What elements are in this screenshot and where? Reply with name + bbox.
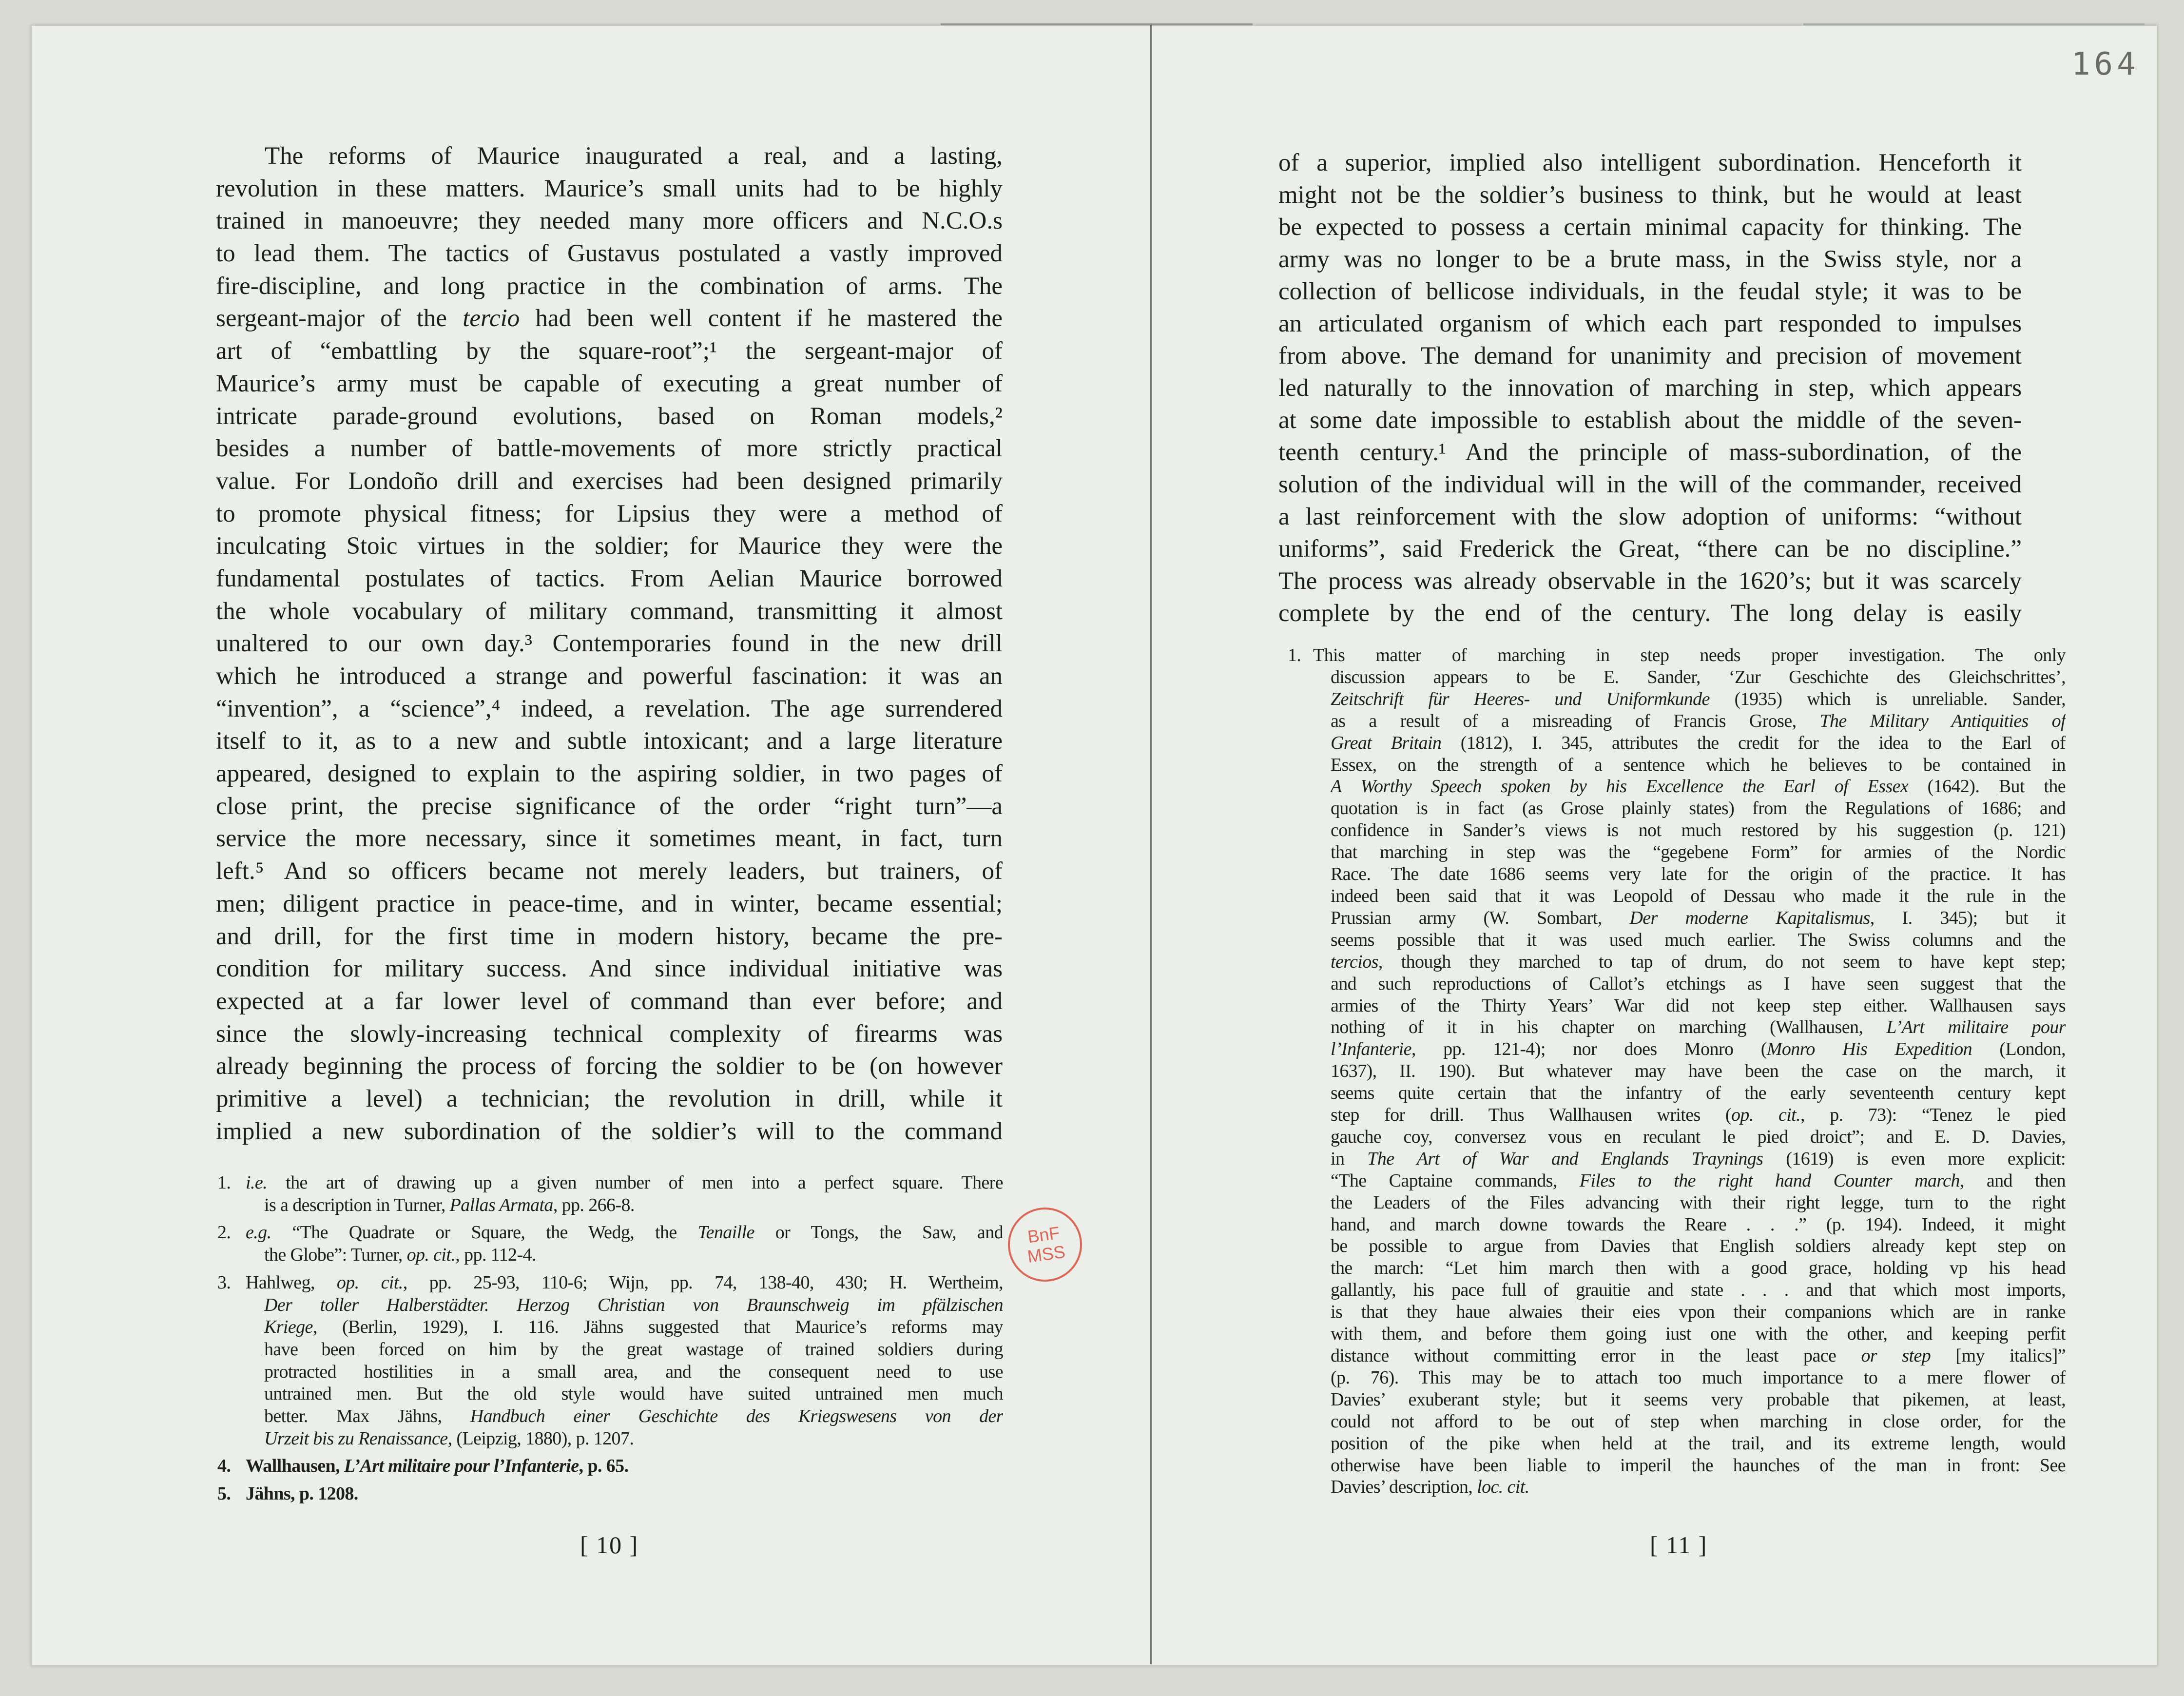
- footnote-line: [1331, 1038, 2066, 1060]
- text-line: [216, 1050, 1003, 1083]
- text: fire-discipline, and long practice in the combination of arms. The: [216, 272, 1003, 300]
- text-line: [216, 627, 1003, 660]
- text: had been well content if he mastered the: [520, 305, 1003, 332]
- text-line: [216, 432, 1003, 465]
- text-line: [216, 237, 1003, 270]
- sheet-top-edge-mark: [941, 23, 1253, 25]
- text: the Leaders of the Files advancing with their right legge, turn to the right: [1331, 1192, 2066, 1213]
- text-line: [216, 465, 1003, 498]
- text: (London,: [1972, 1039, 2066, 1060]
- text: close print, the precise significance of the order “right turn”—a: [216, 792, 1003, 820]
- footnote-line: [1331, 1257, 2066, 1279]
- text: implied a new subordination of the soldier’s will to the command: [216, 1117, 1003, 1145]
- footnote-line: [1331, 1060, 2066, 1082]
- text-line: [1278, 501, 2022, 533]
- text: already beginning the process of forcing the soldier to be (on however: [216, 1053, 1003, 1080]
- text: condition for military success. And since individual initiative was: [216, 955, 1003, 983]
- stamp-text: MSS: [1026, 1241, 1067, 1267]
- text: Wallhausen,: [246, 1456, 344, 1477]
- text-line: [216, 205, 1003, 237]
- text: itself to it, as to a new and subtle intoxicant; and a large literature: [216, 727, 1003, 755]
- text-line: [1278, 468, 2022, 501]
- text-line: [1278, 147, 2022, 179]
- italic-text: Der toller Halberstädter. Herzog Christian von Braunschweig im pfälzischen: [264, 1294, 1003, 1315]
- italic-text: Great Britain: [1331, 732, 1442, 753]
- text: have been forced on him by the great wastage of trained soldiers during: [264, 1339, 1003, 1360]
- text: The reforms of Maurice inaugurated a real, and a lasting,: [265, 142, 1003, 170]
- text: (1642). But the: [1908, 776, 2066, 797]
- footnote-line: [1331, 863, 2066, 885]
- text: and such reproductions of Callot’s etchings as I have seen suggest that the: [1331, 973, 2066, 994]
- text-line: [216, 660, 1003, 693]
- text-line: [216, 725, 1003, 758]
- footnote-line: [1331, 1104, 2066, 1126]
- text-line: [216, 498, 1003, 530]
- left-page-body-text: [216, 140, 1003, 1148]
- italic-text: Tenaille: [697, 1222, 754, 1243]
- footnote-line: [264, 1316, 1003, 1339]
- italic-text: loc. cit.: [1477, 1477, 1529, 1498]
- text: be possible to argue from Davies that English soldiers already kept step on: [1331, 1236, 2066, 1257]
- text-line: [216, 173, 1003, 205]
- text: Hahlweg,: [246, 1272, 337, 1293]
- italic-text: op. cit.: [336, 1272, 403, 1293]
- sheet-top-edge-mark: [1803, 23, 2145, 25]
- italic-text: l’Infanterie: [1331, 1039, 1411, 1060]
- text-line: [1278, 436, 2022, 468]
- footnote-line: [264, 1405, 1003, 1428]
- footnote-number: 1.: [217, 1172, 231, 1193]
- text: with them, and before them going iust one with the other, and keeping perfit: [1331, 1324, 2066, 1345]
- text: “invention”, a “science”,⁴ indeed, a revelation. The age surrendered: [216, 695, 1003, 722]
- text-line: [1278, 597, 2022, 629]
- text: distance without committing error in the least pace: [1331, 1345, 1861, 1366]
- text: or Tongs, the Saw, and: [754, 1222, 1003, 1243]
- text: Maurice’s army must be capable of executing a great number of: [216, 370, 1003, 397]
- text: collection of bellicose individuals, in the feudal style; it was to be: [1278, 278, 2022, 305]
- text: revolution in these matters. Maurice’s small units had to be highly: [216, 175, 1003, 202]
- text-line: [1278, 308, 2022, 340]
- text: from above. The demand for unanimity and precision of movement: [1278, 342, 2022, 370]
- text: at some date impossible to establish about the middle of the seven-: [1278, 407, 2022, 434]
- text: , (Berlin, 1929), I. 116. Jähns suggested that Maurice’s reforms may: [312, 1317, 1003, 1338]
- italic-text: Urzeit bis zu Renaissance: [264, 1428, 448, 1449]
- text: inculcating Stoic virtues in the soldier; for Maurice they were the: [216, 532, 1003, 560]
- footnote-number: 5.: [217, 1483, 231, 1504]
- footnote: [217, 1483, 1003, 1505]
- text: nothing of it in his chapter on marching (Wallhausen,: [1331, 1017, 1887, 1038]
- text: of a superior, implied also intelligent subordination. Henceforth it: [1278, 149, 2022, 176]
- footnote-line: [1331, 1345, 2066, 1367]
- text: This matter of marching in step needs proper investigation. The only: [1313, 645, 2066, 665]
- text-line: [1278, 243, 2022, 275]
- text: army was no longer to be a brute mass, in the Swiss style, nor a: [1278, 246, 2022, 273]
- footnote-line: [1331, 1411, 2066, 1433]
- text: The process was already observable in the 1620’s; but it was scarcely: [1278, 567, 2022, 595]
- footnote-line: [246, 1483, 1003, 1505]
- footnote-line: [1331, 885, 2066, 907]
- text-line: [216, 1115, 1003, 1148]
- text-line: [1278, 275, 2022, 308]
- footnote-line: [1313, 644, 2066, 666]
- footnote-line: [1331, 1476, 2066, 1498]
- text: Prussian army (W. Sombart,: [1331, 907, 1630, 928]
- text: a last reinforcement with the slow adoption of uniforms: “without: [1278, 503, 2022, 530]
- text: which he introduced a strange and powerful fascination: it was an: [216, 663, 1003, 690]
- italic-text: op. cit.: [1731, 1105, 1801, 1126]
- text-line: [216, 1018, 1003, 1051]
- left-page-number: [ 10 ]: [580, 1531, 639, 1559]
- text: confidence in Sander’s views is not much restored by his suggestion (p. 121): [1331, 820, 2066, 841]
- text: art of “embattling by the square-root”;¹ the sergeant-major of: [216, 337, 1003, 365]
- text: service the more necessary, since it sometimes meant, in fact, turn: [216, 825, 1003, 853]
- text: gallantly, his pace full of grauitie and state . . . and that which most imports,: [1331, 1280, 2066, 1301]
- text: Davies’ exuberant style; but it seems very probable that pikemen, at least,: [1331, 1389, 2066, 1410]
- stamp-text: BnF: [1026, 1222, 1061, 1247]
- right-page-body-text: [1278, 147, 2022, 629]
- text: teenth century.¹ And the principle of mass-subordination, of the: [1278, 439, 2022, 466]
- text-line: [1278, 372, 2022, 404]
- text: step for drill. Thus Wallhausen writes (: [1331, 1105, 1731, 1126]
- footnote-number: 3.: [217, 1272, 231, 1293]
- footnote-line: [264, 1361, 1003, 1384]
- footnote-line: [1331, 1323, 2066, 1345]
- text: be expected to possess a certain minimal capacity for thinking. The: [1278, 214, 2022, 241]
- footnote-line: [264, 1194, 1003, 1217]
- footnote-line: [1331, 907, 2066, 929]
- footnote: [217, 1272, 1003, 1450]
- footnote-line: [1331, 995, 2066, 1017]
- text: an articulated organism of which each part responded to impulses: [1278, 310, 2022, 337]
- text: left.⁵ And so officers became not merely leaders, but trainers, of: [216, 858, 1003, 885]
- text: appeared, designed to explain to the aspiring soldier, in two pages of: [216, 760, 1003, 788]
- footnote-line: [1331, 710, 2066, 732]
- footnote-line: [246, 1222, 1003, 1244]
- text: intricate parade-ground evolutions, based on Roman models,²: [216, 402, 1003, 430]
- text: armies of the Thirty Years’ War did not keep step either. Wallhausen says: [1331, 995, 2066, 1016]
- footnote-line: [1331, 688, 2066, 710]
- text: quotation is in fact (as Grose plainly states) from the Regulations of 1686; and: [1331, 798, 2066, 819]
- text-line: [1278, 179, 2022, 211]
- text: complete by the end of the century. The long delay is easily: [1278, 600, 2022, 627]
- footnote-number: 1.: [1288, 645, 1301, 665]
- footnote-line: [1331, 1192, 2066, 1214]
- footnote-line: [1331, 1367, 2066, 1389]
- page-fold-line: [1150, 25, 1152, 1664]
- text: , pp. 121-4); nor does Monro (: [1411, 1039, 1767, 1060]
- italic-text: tercio: [463, 305, 520, 332]
- footnote-line: [1331, 1082, 2066, 1104]
- footnote-line: [1331, 1301, 2066, 1323]
- text: primitive a level) a technician; the revolution in drill, while it: [216, 1085, 1003, 1112]
- footnote-line: [1331, 754, 2066, 776]
- text: led naturally to the innovation of marching in step, which appears: [1278, 374, 2022, 402]
- footnote-line: [1331, 973, 2066, 995]
- text: hand, and march downe towards the Reare . . .” (p. 194). Indeed, it might: [1331, 1214, 2066, 1235]
- text-line: [216, 855, 1003, 888]
- footnote-number: 4.: [217, 1456, 231, 1477]
- text: [my italics]”: [1931, 1345, 2066, 1366]
- folio-number: 164: [2071, 46, 2140, 82]
- text: seems possible that it was used much earlier. The Swiss columns and the: [1331, 929, 2066, 950]
- text: protracted hostilities in a small area, and the consequent need to use: [264, 1361, 1003, 1382]
- text: is a description in Turner,: [264, 1194, 450, 1215]
- text: the whole vocabulary of military command, transmitting it almost: [216, 597, 1003, 625]
- text: might not be the soldier’s business to think, but he would at least: [1278, 181, 2022, 209]
- text: , though they marched to tap of drum, do not seem to have kept step;: [1378, 951, 2066, 972]
- text-line: [216, 758, 1003, 790]
- text: in: [1331, 1148, 1368, 1169]
- text-line: [1278, 404, 2022, 436]
- footnote-line: [1331, 732, 2066, 754]
- text-line: [216, 270, 1003, 303]
- text-line: [216, 335, 1003, 368]
- footnote-line: [1331, 1148, 2066, 1170]
- text: that marching in step was the “gegebene Form” for armies of the Nordic: [1331, 842, 2066, 863]
- text-line: [216, 693, 1003, 725]
- text: sergeant-major of the: [216, 305, 463, 332]
- text-line: [216, 822, 1003, 855]
- text: and drill, for the first time in modern history, became the pre-: [216, 922, 1003, 950]
- footnote-line: [1331, 951, 2066, 973]
- text: unaltered to our own day.³ Contemporaries found in the new drill: [216, 630, 1003, 658]
- text-line: [216, 530, 1003, 563]
- text-line: [216, 400, 1003, 433]
- text: , and then: [1959, 1170, 2066, 1191]
- text-line: [216, 140, 1003, 173]
- footnote-line: [264, 1339, 1003, 1361]
- text: since the slowly-increasing technical complexity of firearms was: [216, 1020, 1003, 1048]
- footnote-line: [1331, 1279, 2066, 1301]
- text: seems quite certain that the infantry of the early seventeenth century kept: [1331, 1083, 2066, 1104]
- text-line: [216, 368, 1003, 400]
- text: , pp. 25-93, 110-6; Wijn, pp. 74, 138-40, 430; H. Wertheim,: [403, 1272, 1003, 1293]
- text: the art of drawing up a given number of men into a perfect square. There: [267, 1172, 1003, 1193]
- right-page-footnotes: [1288, 644, 2066, 1503]
- text: , p. 65.: [579, 1456, 629, 1477]
- text-line: [1278, 211, 2022, 243]
- italic-text: Zeitschrift für Heeres- und Uniformkunde: [1331, 688, 1710, 709]
- text: position of the pike when held at the trail, and its extreme length, would: [1331, 1433, 2066, 1454]
- footnote: [217, 1455, 1003, 1478]
- text: gauche coy, conversez vous en reculant le pied droict”; and E. D. Davies,: [1331, 1126, 2066, 1147]
- text: discussion appears to be E. Sander, ‘Zur Geschichte des Gleichschrittes’,: [1331, 666, 2066, 687]
- text: indeed been said that it was Leopold of Dessau who made it the rule in the: [1331, 885, 2066, 906]
- italic-text: The Art of War and Englands Traynings: [1367, 1148, 1763, 1169]
- text: uniforms”, said Frederick the Great, “there can be no discipline.”: [1278, 535, 2022, 563]
- text: (1935) which is unreliable. Sander,: [1709, 688, 2066, 709]
- text-line: [216, 563, 1003, 595]
- text: “The Quadrate or Square, the Wedg, the: [271, 1222, 698, 1243]
- italic-text: A Worthy Speech spoken by his Excellence the Earl of Essex: [1331, 776, 1909, 797]
- text: better. Max Jähns,: [264, 1406, 470, 1427]
- italic-text: Kriege: [264, 1317, 313, 1338]
- text: Jähns, p. 1208.: [246, 1483, 358, 1504]
- footnote-line: [1331, 1455, 2066, 1477]
- italic-text: Der moderne Kapitalismus: [1629, 907, 1870, 928]
- text-line: [216, 1083, 1003, 1115]
- text: “The Captaine commands,: [1331, 1170, 1580, 1191]
- footnote-line: [1331, 798, 2066, 819]
- text-line: [216, 302, 1003, 335]
- italic-text: L’Art militaire pour l’Infanterie: [344, 1456, 579, 1477]
- text: men; diligent practice in peace-time, and in winter, became essential;: [216, 890, 1003, 917]
- text-line: [216, 790, 1003, 823]
- footnote-line: [1331, 819, 2066, 841]
- italic-text: or step: [1861, 1345, 1931, 1366]
- footnote-line: [1331, 841, 2066, 863]
- text-line: [216, 920, 1003, 953]
- text: , pp. 112-4.: [455, 1245, 536, 1266]
- italic-text: op. cit.: [406, 1245, 456, 1266]
- text: to promote physical fitness; for Lipsius they were a method of: [216, 500, 1003, 527]
- footnote-line: [1331, 1389, 2066, 1411]
- footnote-line: [1331, 929, 2066, 951]
- text: (1812), I. 345, attributes the credit for the idea to the Earl of: [1441, 732, 2066, 753]
- footnote-line: [264, 1428, 1003, 1450]
- text: Davies’ description,: [1331, 1477, 1477, 1498]
- italic-text: tercios: [1331, 951, 1378, 972]
- footnote-line: [246, 1172, 1003, 1194]
- text: is that they haue alwaies their eies vpon their companions which are in ranke: [1331, 1302, 2066, 1323]
- footnote-line: [1331, 1016, 2066, 1038]
- italic-text: e.g.: [246, 1222, 271, 1243]
- footnote: [217, 1172, 1003, 1216]
- text: 1637), II. 190). But whatever may have been the case on the march, it: [1331, 1061, 2066, 1082]
- text: (1619) is even more explicit:: [1763, 1148, 2066, 1169]
- text-line: [216, 953, 1003, 985]
- text-line: [216, 985, 1003, 1018]
- footnote: [1288, 644, 2066, 1498]
- footnote-line: [1331, 1170, 2066, 1192]
- text-line: [1278, 565, 2022, 597]
- text: to lead them. The tactics of Gustavus postulated a vastly improved: [216, 240, 1003, 268]
- text: the march: “Let him march then with a good grace, holding vp his head: [1331, 1258, 2066, 1279]
- italic-text: The Military Antiquities of: [1819, 710, 2066, 731]
- italic-text: Handbuch einer Geschichte des Kriegswesens von der: [470, 1406, 1003, 1427]
- text: , (Leipzig, 1880), p. 1207.: [447, 1428, 634, 1449]
- footnote-line: [1331, 776, 2066, 798]
- italic-text: Pallas Armata: [449, 1194, 553, 1215]
- footnote-line: [1331, 1126, 2066, 1148]
- footnote-line: [246, 1272, 1003, 1294]
- text: Essex, on the strength of a sentence which he believes to be contained in: [1331, 754, 2066, 775]
- footnote-number: 2.: [217, 1222, 231, 1243]
- italic-text: L’Art militaire pour: [1886, 1017, 2066, 1038]
- text: as a result of a misreading of Francis Grose,: [1331, 710, 1820, 731]
- footnote-line: [264, 1294, 1003, 1317]
- text: expected at a far lower level of command than ever before; and: [216, 987, 1003, 1015]
- footnote-line: [246, 1455, 1003, 1478]
- left-page-footnotes: [217, 1172, 1003, 1511]
- text-line: [216, 888, 1003, 920]
- text: value. For Londoño drill and exercises had been designed primarily: [216, 467, 1003, 495]
- text-line: [1278, 533, 2022, 565]
- italic-text: Files to the right hand Counter march: [1579, 1170, 1960, 1191]
- text: otherwise have been liable to imperil the haunches of the man in front: See: [1331, 1455, 2066, 1476]
- footnote-line: [264, 1244, 1003, 1267]
- footnote: [217, 1222, 1003, 1266]
- text: could not afford to be out of step when marching in close order, for the: [1331, 1411, 2066, 1432]
- text: the Globe”: Turner,: [264, 1245, 407, 1266]
- text: solution of the individual will in the will of the commander, received: [1278, 471, 2022, 498]
- text: besides a number of battle-movements of more strictly practical: [216, 435, 1003, 463]
- text: (p. 76). This may be to attach too much importance to a mere flower of: [1331, 1367, 2066, 1388]
- text: untrained men. But the old style would have suited untrained men much: [264, 1384, 1003, 1404]
- right-page-number: [ 11 ]: [1650, 1531, 1708, 1559]
- footnote-line: [1331, 666, 2066, 688]
- text-line: [216, 595, 1003, 628]
- text: fundamental postulates of tactics. From Aelian Maurice borrowed: [216, 565, 1003, 592]
- text: , I. 345); but it: [1870, 907, 2066, 928]
- text-line: [1278, 340, 2022, 372]
- footnote-line: [264, 1383, 1003, 1405]
- italic-text: i.e.: [246, 1172, 268, 1193]
- footnote-line: [1331, 1433, 2066, 1455]
- text: , p. 73): “Tenez le pied: [1800, 1105, 2066, 1126]
- text: , pp. 266-8.: [553, 1194, 635, 1215]
- footnote-line: [1331, 1235, 2066, 1257]
- text: trained in manoeuvre; they needed many more officers and N.C.O.s: [216, 207, 1003, 235]
- italic-text: Monro His Expedition: [1766, 1039, 1972, 1060]
- text: Race. The date 1686 seems very late for the origin of the practice. It has: [1331, 864, 2066, 885]
- footnote-line: [1331, 1214, 2066, 1236]
